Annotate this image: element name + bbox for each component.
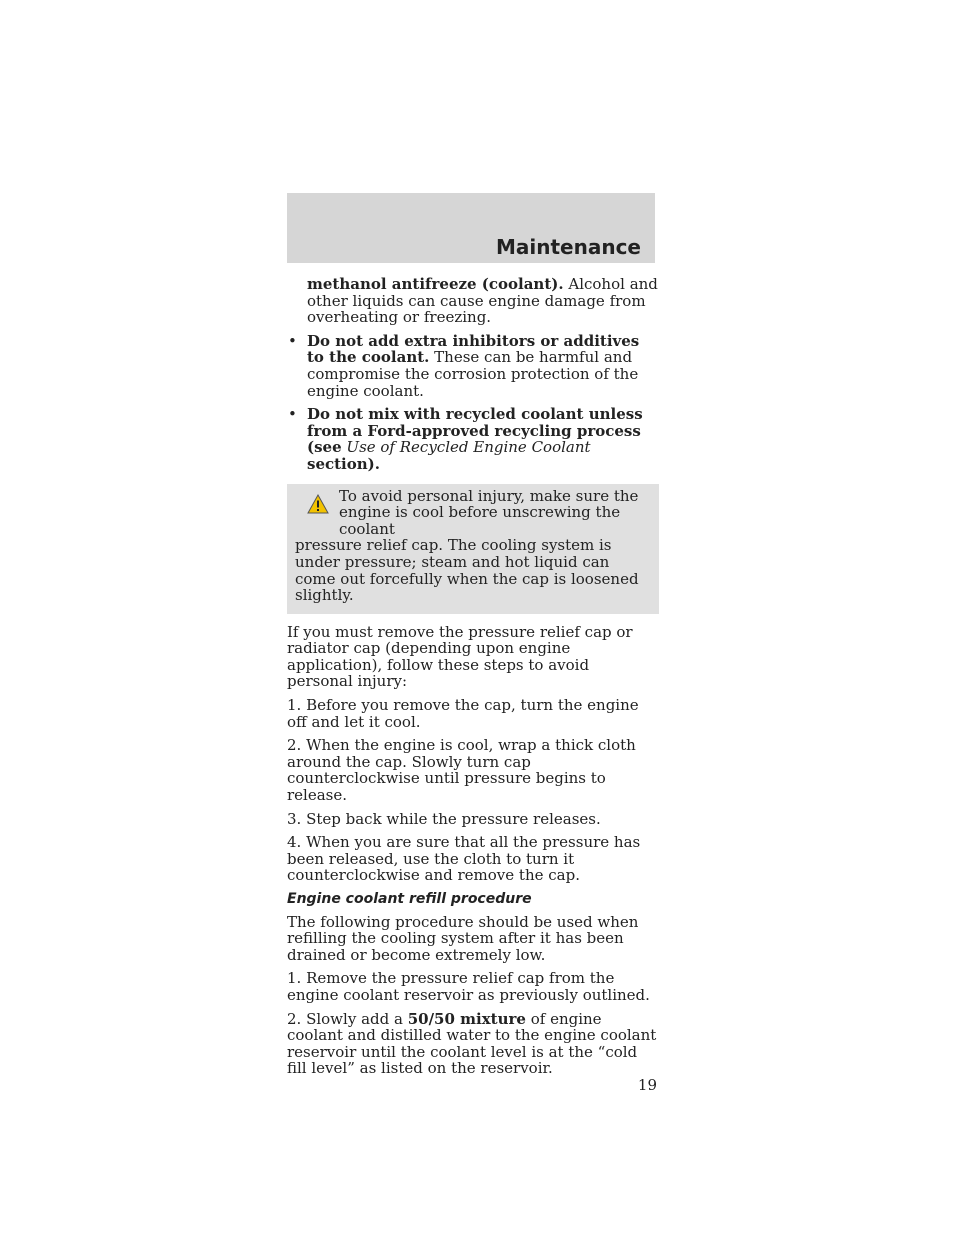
bullet-reference: Use of Recycled Engine Coolant [346,438,591,457]
warning-icon [307,494,329,514]
bullet-icon: • [288,405,297,424]
refill-step-2-suffix: of engine coolant and distilled water to the engine coolant reservoir until the coolant level is at the “cold fill level” as listed on the reservoir. [287,1009,657,1078]
page-number: 19 [637,1076,657,1094]
refill-step-2-bold: 50/50 mixture [407,1009,526,1028]
step-item: 3. Step back while the pressure releases. [287,809,601,828]
bullet-bold-end: section). [307,454,380,473]
step-item: 1. Before you remove the cap, turn the engine off and let it cool. [287,696,639,731]
warning-box [287,484,659,614]
bullet-bold: Do not add extra inhibitors or additives to the coolant. [307,331,640,367]
continuation-bold: methanol antifreeze (coolant). [307,275,564,293]
section-intro: The following procedure should be used when refilling the cooling system after it has been drained or become extremely low. [287,912,639,964]
bullet-icon: • [288,331,297,350]
refill-step-2-prefix: 2. Slowly add a [287,1009,403,1028]
page-content [287,276,659,1084]
continuation-paragraph [287,276,659,326]
bullet-item [287,333,659,399]
bullet-bold: Do not mix with recycled coolant unless from a Ford-approved recycling process (see [307,405,643,457]
bullet-text: These can be harmful and compromise the corrosion protection of the engine coolant. [307,348,639,400]
intro-paragraph: If you must remove the pressure relief cap or radiator cap (depending upon engine application), follow these steps to avoid personal injury: [287,622,633,691]
step-item: 2. When the engine is cool, wrap a thick cloth around the cap. Slowly turn cap counterclockwise until pressure begins to release. [287,736,636,805]
section-title: Maintenance [495,235,641,259]
section-heading: Engine coolant refill procedure [287,891,532,907]
refill-step-2 [287,1011,659,1077]
warning-text-rest: pressure relief cap. The cooling system is under pressure; steam and hot liquid can come out forcefully when the cap is loosened slightly. [295,536,639,605]
step-item: 4. When you are sure that all the pressure has been released, use the cloth to turn it counterclockwise and remove the cap. [287,833,641,885]
warning-text-first: To avoid personal injury, make sure the engine is cool before unscrewing the coolant [339,486,639,538]
section-header [287,193,655,263]
continuation-text: Alcohol and other liquids can cause engine damage from overheating or freezing. [307,275,658,327]
refill-step-1: 1. Remove the pressure relief cap from the engine coolant reservoir as previously outlined. [287,969,650,1004]
bullet-item [287,406,659,472]
